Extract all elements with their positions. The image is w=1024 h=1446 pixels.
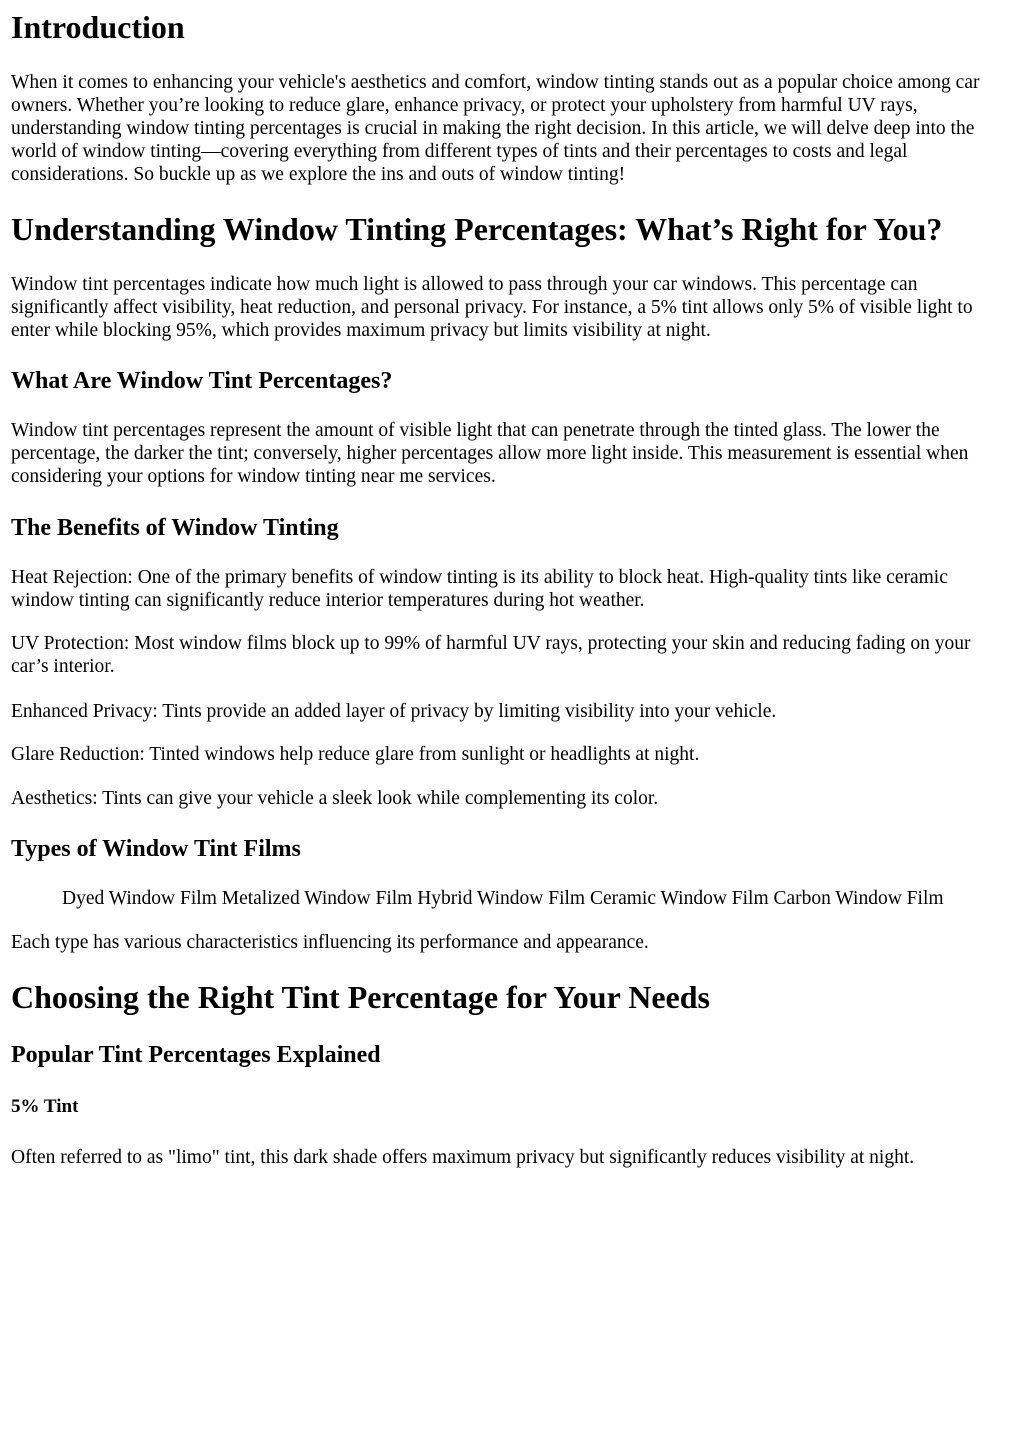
tint-5-paragraph: Often referred to as "limo" tint, this dark shade offers maximum privacy but significantly reduces visibility at night. [11, 1147, 915, 1168]
type-item-ceramic: Ceramic Window Film [589, 888, 769, 909]
benefit-item: Aesthetics: Tints can give your vehicle a sleek look while complementing its color. [11, 788, 659, 809]
benefits-heading: The Benefits of Window Tinting [11, 515, 339, 541]
type-item-carbon: Carbon Window Film [773, 888, 944, 909]
understanding-heading: Understanding Window Tinting Percentages: What’s Right for You? [11, 211, 943, 247]
choosing-heading: Choosing the Right Tint Percentage for Your Needs [11, 979, 710, 1015]
type-item-hybrid: Hybrid Window Film [417, 888, 586, 909]
tint-5-heading: 5% Tint [11, 1096, 79, 1117]
intro-paragraph: When it comes to enhancing your vehicle's aesthetics and comfort, window tinting stands out as a popular choice among car owners. Whether you’re looking to reduce glare, enhance privacy, or protect your upholstery from harmful UV rays, understanding window tinting percentages is crucial in making the right decision. In this article, we will delve deep into the world of window tinting—covering everything from different types of tints and their percentages to costs and legal considerations. So buckle up as we explore the ins and outs of window tinting! [11, 72, 980, 185]
benefit-item: Enhanced Privacy: Tints provide an added layer of privacy by limiting visibility into your vehicle. [11, 701, 777, 722]
types-heading: Types of Window Tint Films [11, 836, 301, 862]
intro-heading: Introduction [11, 9, 185, 45]
understanding-paragraph: Window tint percentages indicate how much light is allowed to pass through your car windows. This percentage can significantly affect visibility, heat reduction, and personal privacy. For instance, a 5% tint allows only 5% of visible light to enter while blocking 95%, which provides maximum privacy but limits visibility at night. [11, 274, 973, 341]
popular-heading: Popular Tint Percentages Explained [11, 1042, 381, 1068]
types-list [11, 887, 1011, 910]
what-are-paragraph: Window tint percentages represent the amount of visible light that can penetrate through the tinted glass. The lower the percentage, the darker the tint; conversely, higher percentages allow more light inside. This measurement is essential when considering your options for window tinting near me services. [11, 420, 969, 487]
what-are-heading: What Are Window Tint Percentages? [11, 368, 393, 394]
benefit-item: UV Protection: Most window films block up to 99% of harmful UV rays, protecting your skin and reducing fading on your car’s interior. [11, 633, 971, 677]
type-item-metalized: Metalized Window Film [221, 888, 413, 909]
benefit-item: Heat Rejection: One of the primary benefits of window tinting is its ability to block heat. High-quality tints like ceramic window tinting can significantly reduce interior temperatures during hot weather. [11, 567, 948, 611]
benefit-item: Glare Reduction: Tinted windows help reduce glare from sunlight or headlights at night. [11, 744, 700, 765]
type-item-dyed: Dyed Window Film [62, 888, 217, 909]
types-note: Each type has various characteristics influencing its performance and appearance. [11, 932, 649, 953]
